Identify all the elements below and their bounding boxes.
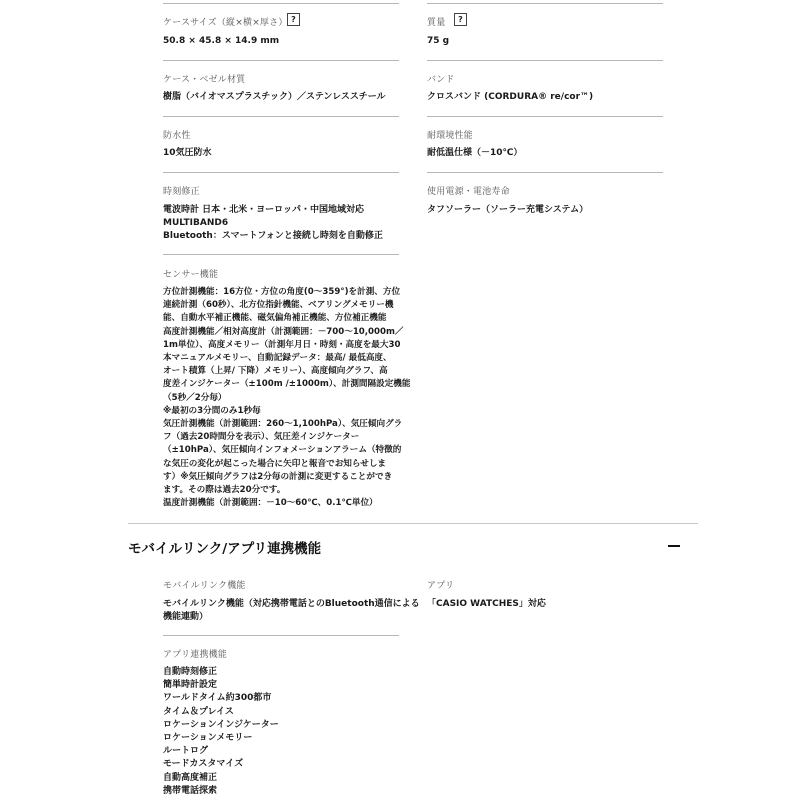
- power-value: タフソーラー（ソーラー充電システム）: [427, 205, 589, 215]
- weight-help-button[interactable]: ?: [454, 13, 467, 26]
- band-label: バンド: [427, 75, 455, 85]
- environment-value: 耐低温仕様（－10℃）: [427, 148, 523, 158]
- sensor-line: （5秒／2分毎）: [163, 392, 227, 403]
- divider: [163, 172, 399, 173]
- time-correction-line: 電波時計 日本・北米・ヨーロッパ・中国地域対応: [163, 205, 364, 215]
- app-feature-item: 自動時刻修正: [163, 667, 218, 677]
- divider: [163, 254, 399, 255]
- divider: [427, 172, 663, 173]
- app-value: 「CASIO WATCHES」対応: [427, 599, 546, 609]
- sensor-value: [163, 286, 411, 510]
- mobile-section-title[interactable]: モバイルリンク/アプリ連携機能: [128, 541, 322, 557]
- divider: [163, 3, 399, 4]
- divider: [427, 60, 663, 61]
- sensor-line: 気圧計測機能（計測範囲：260～1,100hPa）、気圧傾向グラ: [163, 419, 403, 430]
- app-feature-item: ロケーションインジケーター: [163, 719, 279, 730]
- sensor-line: オート積算（上昇/ 下降）メモリー）、高度傾向グラフ、高: [163, 366, 388, 377]
- time-correction-line: Bluetooth：スマートフォンと接続し時刻を自動修正: [163, 231, 383, 242]
- app-feature-item: モードカスタマイズ: [163, 759, 244, 770]
- app-features-list: [163, 666, 279, 798]
- time-correction-value: [163, 204, 383, 244]
- sensor-line: 1m単位）、高度メモリー（計測年月日・時刻・高度を最大30: [163, 339, 401, 350]
- sensor-line: （±10hPa）、気圧傾向インフォメーションアラーム（特徴的: [163, 445, 402, 456]
- sensor-line: 度差インジケーター（±100m /±1000m）、計測間隔設定機能: [163, 379, 411, 390]
- section-divider: [128, 523, 698, 524]
- band-value: クロスバンド (CORDURA® re/cor™): [427, 92, 594, 102]
- sensor-line: フ（過去20時間分を表示）、気圧差インジケーター: [163, 432, 360, 443]
- mobile-link-label: モバイルリンク機能: [163, 581, 246, 591]
- app-feature-item: ロケーションメモリー: [163, 733, 253, 744]
- sensor-line: ※最初の3分間のみ1秒毎: [163, 405, 261, 416]
- mobile-link-value: [163, 598, 420, 624]
- case-material-label: ケース・ベゼル材質: [163, 75, 246, 85]
- weight-value: 75 g: [427, 36, 450, 46]
- app-label: アプリ: [427, 581, 455, 591]
- sensor-line: 本マニュアルメモリー、自動記録データ：最高/ 最低高度、: [163, 353, 392, 364]
- mobile-link-line: 機能連動）: [163, 612, 209, 623]
- sensor-label: センサー機能: [163, 270, 219, 280]
- app-features-label: アプリ連携機能: [163, 650, 228, 660]
- sensor-line: 方位計測機能：16方位・方位の角度(0～359°)を計測、方位: [163, 287, 401, 297]
- mobile-link-line: モバイルリンク機能（対応携帯電話とのBluetooth通信による: [163, 599, 420, 609]
- divider: [427, 3, 663, 4]
- app-feature-item: 携帯電話探索: [163, 785, 218, 796]
- app-feature-item: ワールドタイム約300都市: [163, 693, 272, 704]
- case-material-value: 樹脂（バイオマスプラスチック）／ステンレススチール: [163, 92, 386, 102]
- case-size-help-button[interactable]: ?: [287, 13, 300, 26]
- environment-label: 耐環境性能: [427, 131, 474, 141]
- sensor-line: 高度計測機能／相対高度計（計測範囲：－700～10,000m／: [163, 326, 404, 337]
- time-correction-line: MULTIBAND6: [163, 218, 229, 229]
- case-size-value: 50.8 × 45.8 × 14.9 mm: [163, 36, 280, 46]
- sensor-line: ます。その際は過去20分です。: [163, 485, 286, 496]
- water-resistance-label: 防水性: [163, 131, 191, 141]
- app-feature-item: ルートログ: [163, 746, 209, 757]
- power-label: 使用電源・電池寿命: [427, 187, 510, 197]
- case-size-label: ケースサイズ（縦×横×厚さ）: [163, 18, 288, 28]
- app-feature-item: 自動高度補正: [163, 772, 218, 783]
- time-correction-label: 時刻修正: [163, 187, 200, 197]
- sensor-line: 連続計測（60秒）、北方位指針機能、ベアリングメモリー機: [163, 300, 394, 311]
- sensor-line: す）※気圧傾向グラフは2分毎の計測に変更することができ: [163, 471, 393, 482]
- water-resistance-value: 10気圧防水: [163, 148, 212, 158]
- divider: [163, 116, 399, 117]
- divider: [163, 635, 399, 636]
- minus-icon[interactable]: [668, 545, 680, 547]
- divider: [163, 60, 399, 61]
- sensor-line: 温度計測機能（計測範囲：－10～60℃、0.1℃単位）: [163, 498, 378, 509]
- app-feature-item: タイム＆プレイス: [163, 706, 234, 717]
- sensor-line: な気圧の変化が起こった場合に矢印と報音でお知らせしま: [163, 458, 387, 469]
- weight-label: 質量: [427, 18, 446, 28]
- app-feature-item: 簡単時計設定: [163, 680, 218, 691]
- sensor-line: 能、自動水平補正機能、磁気偏角補正機能、方位補正機能: [163, 313, 387, 324]
- divider: [427, 116, 663, 117]
